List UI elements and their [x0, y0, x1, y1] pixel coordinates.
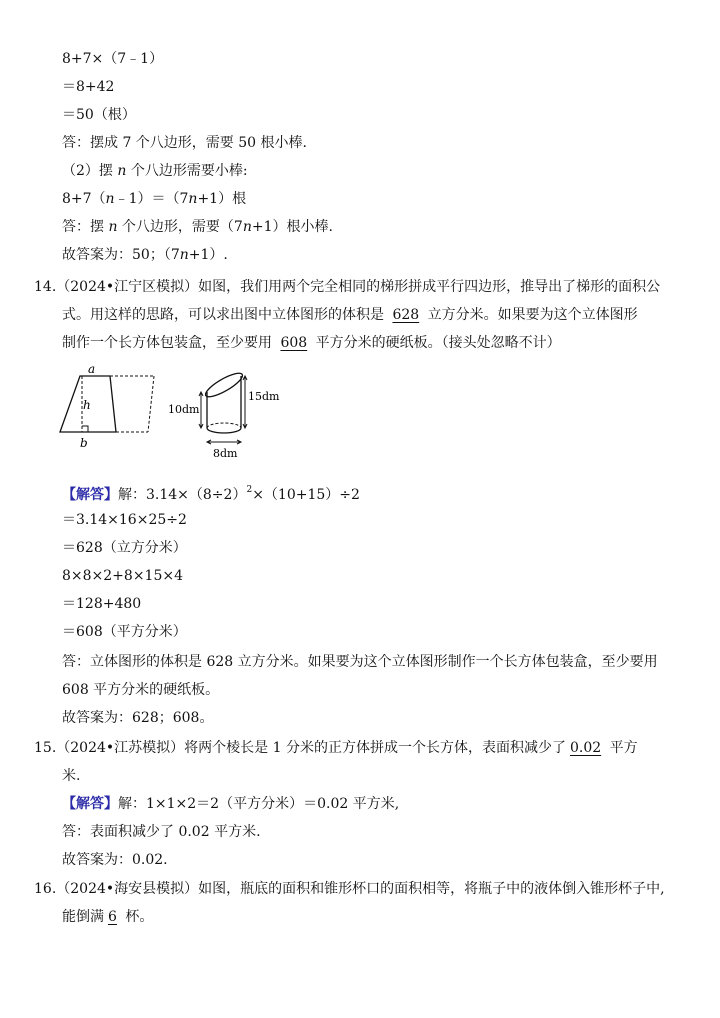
variable-n: n [117, 163, 127, 179]
variable-n: n [108, 219, 118, 235]
text-fragment: 个八边形，需要（7 [117, 219, 243, 235]
solution-line: 8×8×2+8×15×4 [62, 568, 184, 584]
question-text: （2024•江宁区模拟）如图，我们用两个完全相同的梯形拼成平行四边形，推导出了梯形的面积公 [56, 279, 661, 295]
question-16-line-1 [34, 880, 665, 898]
solution-line: ＝8+42 [62, 79, 115, 95]
answer-tag: 【解答】 [62, 487, 118, 503]
solution-line: ＝128+480 [62, 596, 142, 612]
question-text: 平方 [605, 740, 638, 756]
question-text: 平方分米的硬纸板。（接头处忽略不计） [311, 335, 561, 351]
answer-blank: 628 [392, 307, 420, 323]
question-number: 15. [34, 740, 57, 756]
question-16-line-2 [62, 908, 153, 926]
answer-blank: 608 [280, 335, 308, 351]
question-14-figure [58, 362, 288, 464]
question-14-line-1 [34, 278, 660, 296]
solution-line: ＝608（平方分米） [62, 624, 187, 640]
answer-line [62, 218, 333, 236]
question-text: （2024•海安县模拟）如图，瓶底的面积和锥形杯口的面积相等，将瓶子中的液体倒入锥形杯子中, [56, 881, 665, 897]
solution-line: ＝3.14×16×25÷2 [62, 512, 187, 528]
question-text: 制作一个长方体包装盒，至少要用 [62, 335, 277, 351]
solution-line [62, 481, 360, 504]
variable-n: n [188, 191, 198, 207]
label-b: b [80, 436, 88, 450]
answer-line: 答：摆成 7 个八边形，需要 50 根小棒. [62, 135, 307, 151]
label-8dm: 8dm [213, 447, 238, 460]
question-15-line-1 [34, 739, 638, 757]
solution-text: ×（10+15）÷2 [252, 487, 360, 503]
text-fragment: 故答案为：50；（7 [62, 247, 180, 263]
question-text: 式。用这样的思路，可以求出图中立体图形的体积是 [62, 307, 389, 323]
text-fragment: 个八边形需要小棒: [126, 163, 248, 179]
question-number: 14. [34, 279, 57, 295]
text-fragment: +1）根小棒. [251, 219, 333, 235]
solution-line [62, 190, 246, 208]
variable-n: n [179, 247, 189, 263]
solution-line: ＝628（立方分米） [62, 540, 187, 556]
label-a: a [88, 362, 96, 376]
text-fragment: （2）摆 [62, 163, 118, 179]
question-text: （2024•江苏模拟）将两个棱长是 1 分米的正方体拼成一个长方体，表面积减少了 [56, 740, 566, 756]
answer-blank: 6 [108, 909, 117, 925]
question-text: 杯。 [120, 909, 154, 925]
solution-line [62, 162, 248, 180]
solution-text: 解：1×1×2＝2（平方分米）＝0.02 平方米, [118, 796, 400, 812]
question-text: 能倒满 [62, 909, 104, 925]
final-answer-line: 故答案为：0.02. [62, 852, 168, 868]
text-fragment: 8+7（ [62, 191, 106, 207]
question-14-line-3 [62, 334, 561, 352]
label-15dm: 15dm [248, 390, 280, 403]
label-10dm: 10dm [168, 403, 200, 416]
text-fragment: +1）根 [197, 191, 247, 207]
variable-n: n [105, 191, 115, 207]
solution-line: 8+7×（7﹣1） [62, 51, 164, 67]
text-fragment: 答：摆 [62, 219, 109, 235]
cylinder-figure [199, 369, 247, 444]
question-15-line-2: 米. [62, 768, 81, 784]
text-fragment: +1）. [188, 247, 228, 263]
answer-line: 答：立体图形的体积是 628 立方分米。如果要为这个立体图形制作一个长方体包装盒，至少要用 [62, 654, 658, 670]
answer-line: 608 平方分米的硬纸板。 [62, 682, 220, 698]
solution-line: ＝50（根） [62, 107, 136, 123]
label-h: h [83, 398, 91, 412]
answer-blank: 0.02 [569, 740, 602, 756]
question-14-line-2 [62, 306, 638, 324]
answer-tag: 【解答】 [62, 796, 118, 812]
text-fragment: ﹣1）＝（7 [114, 191, 189, 207]
variable-n: n [242, 219, 252, 235]
final-answer-line [62, 246, 228, 264]
solution-text: 解：3.14×（8÷2） [118, 487, 247, 503]
question-number: 16. [34, 881, 57, 897]
solution-line [62, 795, 399, 813]
answer-line: 答：表面积减少了 0.02 平方米. [62, 824, 261, 840]
question-text: 立方分米。如果要为这个立体图形 [423, 307, 638, 323]
trapezoid-figure [60, 376, 154, 432]
final-answer-line: 故答案为：628；608。 [62, 710, 214, 726]
superscript: 2 [246, 485, 253, 495]
